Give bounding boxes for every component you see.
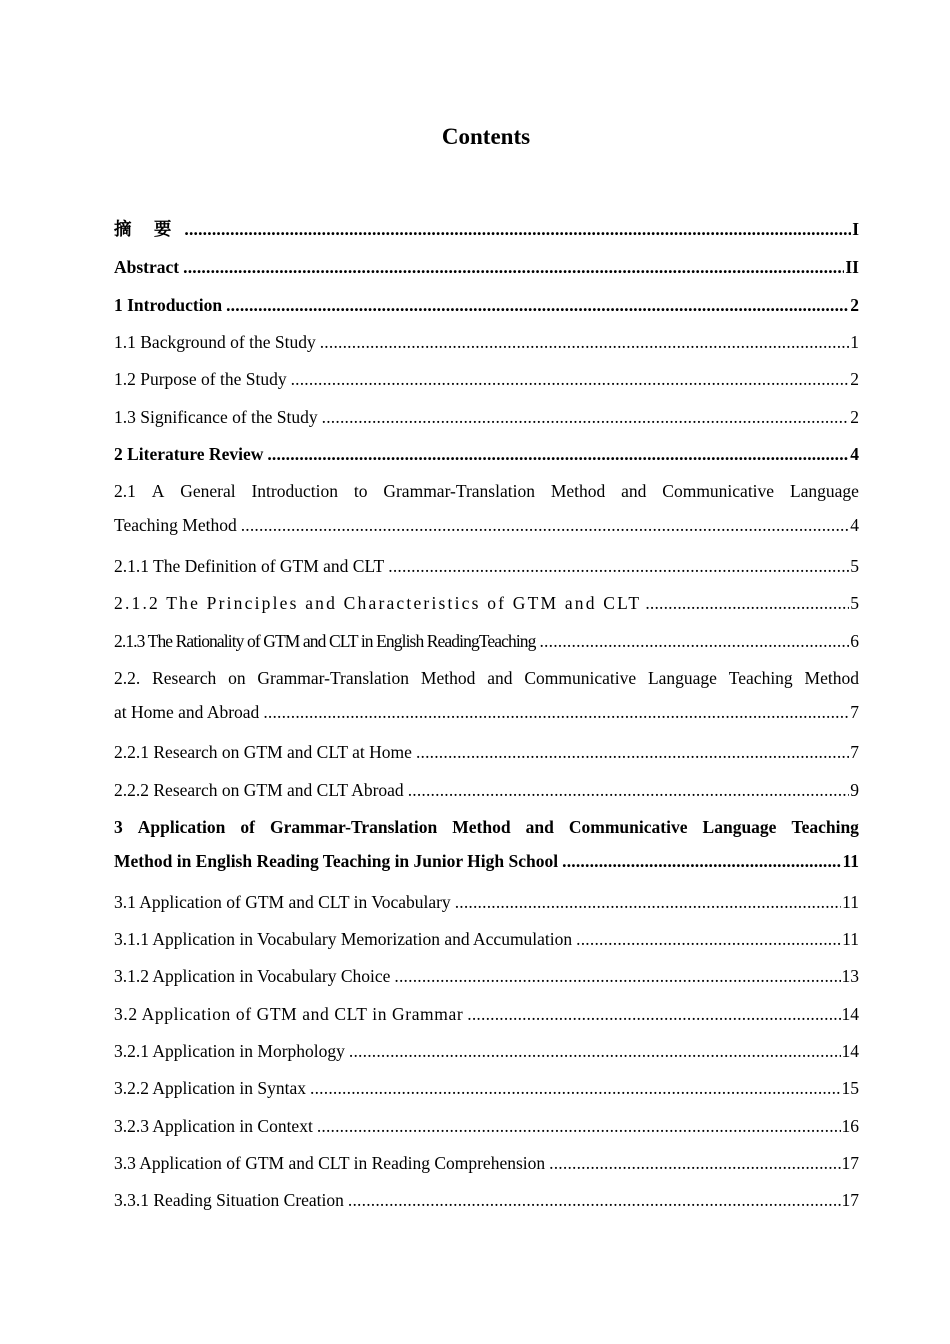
toc-entry-label: Method in English Reading Teaching in Junior High School [114, 851, 559, 871]
word: Method [804, 668, 859, 688]
toc-entry-abstract-cn[interactable] [114, 219, 859, 239]
leader-dots [184, 219, 851, 239]
word: and [487, 668, 513, 688]
leader-dots [394, 966, 840, 986]
toc-page-number: 9 [850, 780, 859, 800]
toc-entry-3-1-2[interactable] [114, 966, 859, 986]
toc-entry-2-2-2[interactable] [114, 780, 859, 800]
word: Communicative [524, 668, 637, 688]
toc-page-number: 15 [841, 1078, 859, 1098]
toc-page-number: 16 [841, 1116, 859, 1136]
toc-entry-1-1[interactable] [114, 332, 859, 352]
toc-entry-3-2[interactable] [114, 1004, 859, 1024]
word: Language [702, 817, 777, 837]
toc-entry-first-line [114, 817, 859, 837]
toc-page-number: 17 [841, 1190, 859, 1210]
toc-page-number: 2 [850, 295, 859, 315]
toc-entry-2-1-2[interactable] [114, 593, 859, 613]
toc-entry-3-3[interactable] [114, 1153, 859, 1173]
word: General [180, 481, 236, 501]
toc-entry-label: 2.1.3 The Rationality of GTM and CLT in English ReadingTeaching [114, 631, 536, 651]
toc-entry-1-3[interactable] [114, 407, 859, 427]
toc-entry-label: 1.2 Purpose of the Study [114, 369, 287, 389]
word: Method [452, 817, 511, 837]
toc-entry-2-1-3[interactable] [114, 631, 859, 651]
toc-entry-label: 3.2.2 Application in Syntax [114, 1078, 307, 1098]
leader-dots [416, 742, 849, 762]
word: Language [789, 481, 859, 501]
word: to [353, 481, 368, 501]
toc-page-number: 1 [850, 332, 859, 352]
toc-page-number: 6 [850, 631, 859, 651]
toc-entry-first-line [114, 481, 859, 501]
toc-page-number: 2 [850, 407, 859, 427]
toc-page-number: 5 [850, 556, 859, 576]
toc-entry-3-2-3[interactable] [114, 1116, 859, 1136]
toc-page-number: 4 [850, 444, 859, 464]
leader-dots [576, 929, 841, 949]
word: on [228, 668, 246, 688]
word: Teaching [791, 817, 859, 837]
leader-dots [226, 295, 849, 315]
toc-page-number: 2 [850, 369, 859, 389]
toc-entry-label: 3.2.1 Application in Morphology [114, 1041, 345, 1061]
leader-dots [241, 515, 850, 535]
word: A [151, 481, 165, 501]
word: 3 [114, 817, 123, 837]
toc-entry-1-2[interactable] [114, 369, 859, 389]
leader-dots [320, 332, 850, 352]
toc-entry-label: 2.2.1 Research on GTM and CLT at Home [114, 742, 412, 762]
word: Communicative [662, 481, 775, 501]
toc-entry-2-2-1[interactable] [114, 742, 859, 762]
leader-dots [539, 631, 849, 651]
toc-entry-label: 2.2.2 Research on GTM and CLT Abroad [114, 780, 404, 800]
toc-entry-label: 2 Literature Review [114, 444, 264, 464]
toc-entry-2-1[interactable] [114, 481, 859, 535]
toc-entry-application[interactable] [114, 817, 859, 871]
leader-dots [388, 556, 849, 576]
word: Research [152, 668, 217, 688]
toc-entry-2-2[interactable] [114, 668, 859, 722]
word: Application [137, 817, 226, 837]
word: Grammar-Translation [383, 481, 535, 501]
toc-page-number: 17 [841, 1153, 859, 1173]
toc-entry-label: Abstract [114, 257, 180, 277]
word: Communicative [568, 817, 688, 837]
word: Method [550, 481, 606, 501]
toc-page-number: 14 [841, 1041, 859, 1061]
leader-dots [562, 851, 841, 871]
toc-entry-2-1-1[interactable] [114, 556, 859, 576]
toc-entry-literature-review[interactable] [114, 444, 859, 464]
toc-page-number: 7 [850, 742, 859, 762]
toc-page-number: 11 [842, 892, 859, 912]
toc-entry-label: Teaching Method [114, 515, 237, 535]
toc-entry-first-line [114, 668, 859, 688]
toc-entry-label: at Home and Abroad [114, 702, 260, 722]
toc-page-number: 11 [842, 929, 859, 949]
toc-entry-3-2-2[interactable] [114, 1078, 859, 1098]
word: Teaching [728, 668, 793, 688]
toc-entry-label: 摘 要 [114, 219, 181, 239]
toc-page-number: 11 [842, 851, 859, 871]
word: Method [420, 668, 476, 688]
toc-page-number: II [845, 257, 859, 277]
word: Grammar-Translation [270, 817, 438, 837]
leader-dots [263, 702, 849, 722]
word: 2.1 [114, 481, 136, 501]
leader-dots [348, 1190, 841, 1210]
word: and [621, 481, 647, 501]
toc-entry-label: 2.1.1 The Definition of GTM and CLT [114, 556, 385, 576]
leader-dots [310, 1078, 840, 1098]
toc-entry-label: 3.3 Application of GTM and CLT in Reading Comprehension [114, 1153, 546, 1173]
toc-entry-label: 3.2.3 Application in Context [114, 1116, 313, 1136]
leader-dots [645, 593, 849, 613]
leader-dots [267, 444, 849, 464]
leader-dots [549, 1153, 840, 1173]
word: Introduction [251, 481, 338, 501]
toc-page-number: 5 [850, 593, 859, 613]
toc-entry-label: 1 Introduction [114, 295, 223, 315]
leader-dots [291, 369, 850, 389]
word: 2.2. [114, 668, 141, 688]
leader-dots [322, 407, 850, 427]
toc-entry-3-1-1[interactable] [114, 929, 859, 949]
toc-page-number: 13 [841, 966, 859, 986]
leader-dots [349, 1041, 841, 1061]
toc-entry-introduction[interactable] [114, 295, 859, 315]
leader-dots [317, 1116, 841, 1136]
toc-entry-label: 1.3 Significance of the Study [114, 407, 318, 427]
page-title: Contents [441, 124, 531, 149]
toc-entry-label: 1.1 Background of the Study [114, 332, 316, 352]
leader-dots [455, 892, 841, 912]
toc-entry-label: 3.3.1 Reading Situation Creation [114, 1190, 344, 1210]
word: of [240, 817, 255, 837]
leader-dots [408, 780, 850, 800]
toc-entry-3-1[interactable] [114, 892, 859, 912]
word: and [525, 817, 554, 837]
leader-dots [467, 1004, 840, 1024]
toc-page-number: 14 [841, 1004, 859, 1024]
word: Grammar-Translation [257, 668, 410, 688]
leader-dots [183, 257, 844, 277]
toc-page-number: 7 [850, 702, 859, 722]
toc-entry-3-3-1[interactable] [114, 1190, 859, 1210]
toc-entry-3-2-1[interactable] [114, 1041, 859, 1061]
toc-entry-label: 3.1 Application of GTM and CLT in Vocabulary [114, 892, 451, 912]
toc-entry-abstract[interactable] [114, 257, 859, 277]
word: Language [647, 668, 717, 688]
toc-entry-label: 2.1.2 The Principles and Characteristics of GTM and CLT [114, 593, 642, 613]
toc-page-number: I [852, 219, 859, 239]
toc-page-number: 4 [850, 515, 859, 535]
toc-entry-label: 3.1.1 Application in Vocabulary Memorization and Accumulation [114, 929, 573, 949]
toc-entry-label: 3.1.2 Application in Vocabulary Choice [114, 966, 391, 986]
toc-entry-label: 3.2 Application of GTM and CLT in Grammar [114, 1004, 464, 1024]
